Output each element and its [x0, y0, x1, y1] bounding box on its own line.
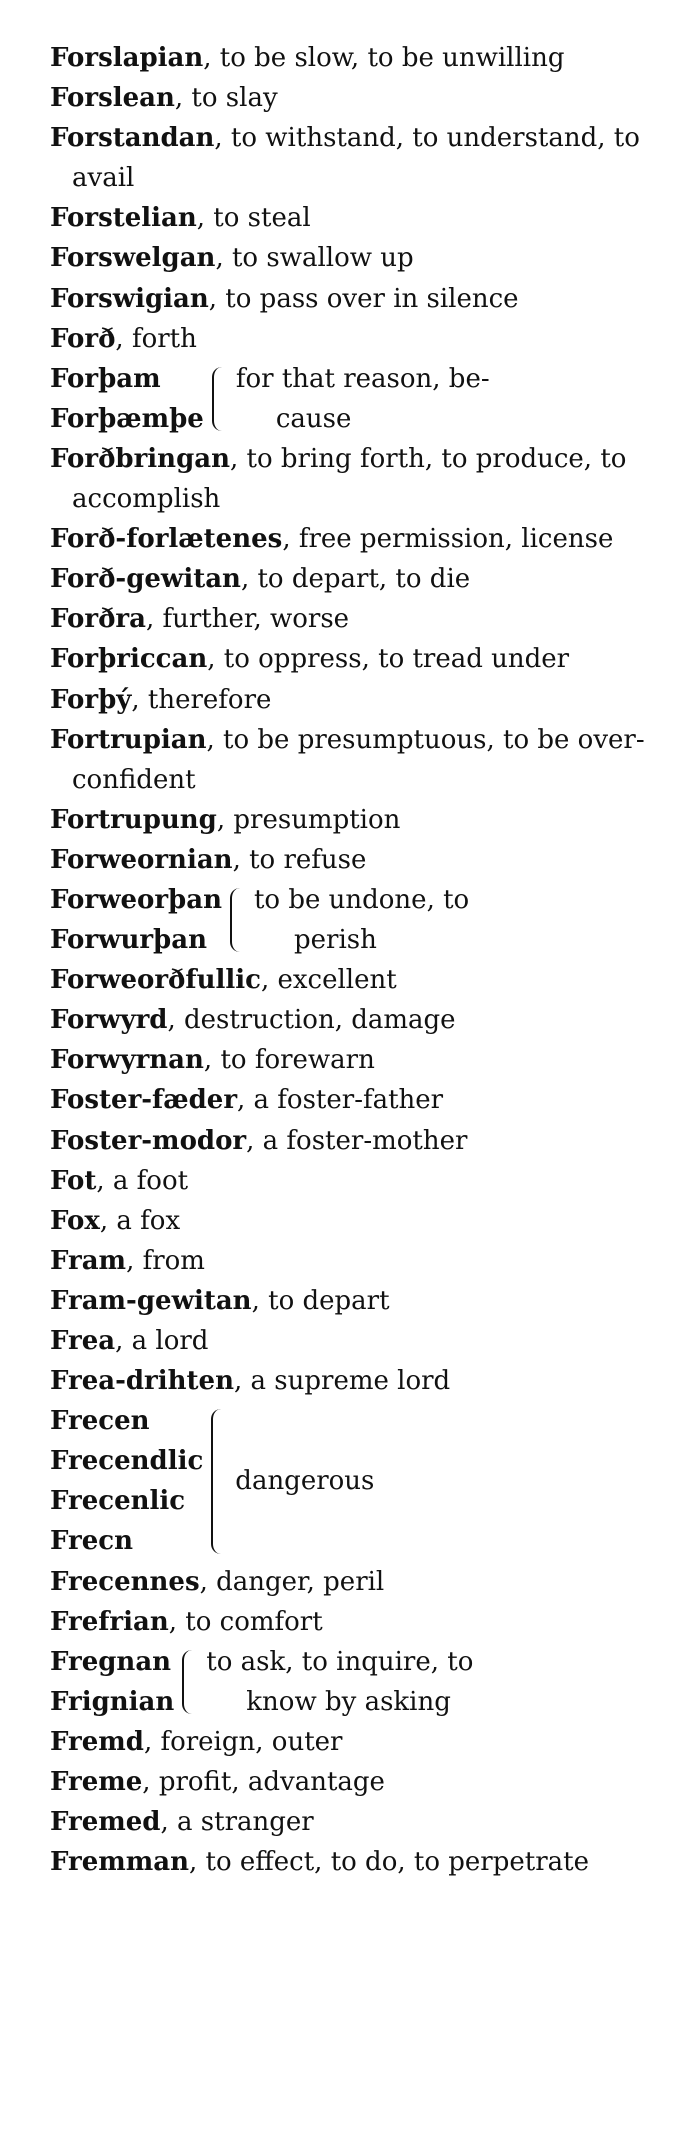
definition: , to slay	[174, 83, 278, 114]
entry	[50, 1000, 662, 1040]
definition: , to depart	[251, 1285, 390, 1316]
definition: , from	[126, 1245, 205, 1276]
headword: Forweorðfullic	[50, 965, 261, 996]
headword: Forð-forlætenes	[50, 524, 283, 555]
entry	[50, 680, 662, 720]
entry	[50, 1562, 662, 1602]
entry	[50, 800, 662, 840]
entry	[50, 1080, 662, 1120]
headword: Frea-drihten	[50, 1366, 234, 1397]
definition: , a lord	[115, 1326, 209, 1356]
entry	[50, 1241, 662, 1281]
entry	[50, 439, 662, 519]
definition: , a fox	[99, 1205, 181, 1236]
definition: to be undone, to	[253, 884, 470, 915]
headword: Forslapian	[50, 43, 204, 73]
entry	[50, 1722, 662, 1762]
entry	[50, 198, 662, 238]
definition: , to be presumptuous, to be over-confident	[72, 724, 645, 795]
entry	[50, 1762, 662, 1802]
entry	[50, 519, 662, 559]
definition: , to pass over in silence	[208, 283, 519, 314]
definition: , to be slow, to be unwilling	[203, 43, 565, 73]
headword: Forþriccan	[50, 644, 208, 675]
headword: Foster-modor	[50, 1125, 247, 1156]
entry	[50, 1602, 662, 1642]
entry	[50, 1842, 662, 1882]
definition: , excellent	[260, 965, 397, 996]
definition: to ask, to inquire, to	[206, 1646, 474, 1677]
headword: Fortrupian	[50, 724, 207, 755]
definition: , free permission, license	[282, 524, 614, 555]
headword: Forwyrd	[50, 1005, 168, 1036]
definition: , a foster-mother	[246, 1125, 468, 1156]
definition: , to refuse	[232, 844, 367, 875]
definition: , destruction, damage	[167, 1005, 456, 1036]
headword: Fot	[50, 1165, 97, 1196]
definition: dangerous	[235, 1466, 375, 1497]
entry	[50, 319, 662, 359]
grouped-entry	[50, 880, 662, 960]
headword: Foster-fæder	[50, 1085, 238, 1116]
definition: , foreign, outer	[143, 1726, 343, 1757]
entry	[50, 1121, 662, 1161]
headword: Forweorþan	[50, 884, 222, 915]
headword: Frignian	[50, 1686, 175, 1717]
headword: Frecn	[50, 1526, 133, 1557]
definition: perish	[293, 925, 377, 956]
headword: Forslean	[50, 83, 175, 114]
definition: , a foot	[96, 1165, 189, 1196]
headword: Frecen	[50, 1406, 150, 1437]
definition: , to comfort	[168, 1606, 323, 1637]
definition: , to withstand, to understand, to avail	[72, 123, 640, 194]
entry	[50, 38, 662, 78]
headword: Freme	[50, 1767, 143, 1798]
entry	[50, 639, 662, 679]
headword: Forþæmþe	[50, 403, 204, 434]
definition: , forth	[115, 323, 197, 354]
headword: Frefrian	[50, 1606, 169, 1637]
definition: know by asking	[246, 1686, 451, 1717]
entry	[50, 720, 662, 800]
headword: Frea	[50, 1326, 116, 1356]
entry	[50, 559, 662, 599]
entry	[50, 1361, 662, 1401]
entry	[50, 840, 662, 880]
definition: , presumption	[216, 804, 401, 835]
headword: Frecendlic	[50, 1446, 204, 1477]
headword: Fregnan	[50, 1646, 172, 1677]
entry	[50, 1321, 662, 1361]
headword: Fram-gewitan	[50, 1285, 252, 1316]
entry	[50, 238, 662, 278]
headword: Forþý	[50, 684, 132, 715]
headword: Forswigian	[50, 283, 209, 314]
grouped-entry	[50, 1642, 662, 1722]
entry	[50, 1802, 662, 1842]
entry	[50, 1040, 662, 1080]
headword: Forwyrnan	[50, 1045, 204, 1076]
entry	[50, 599, 662, 639]
headword: Fram	[50, 1245, 127, 1276]
definition: , danger, peril	[199, 1566, 385, 1597]
entry	[50, 118, 662, 198]
definition: , to steal	[196, 203, 311, 234]
definition: , to swallow up	[215, 243, 414, 274]
headword: Fremd	[50, 1726, 144, 1757]
headword: Forðra	[50, 604, 146, 635]
definition: , a supreme lord	[234, 1366, 451, 1397]
dictionary-page	[50, 38, 662, 1882]
brace	[212, 367, 226, 431]
definition: , to bring forth, to produce, to accomplish	[72, 443, 627, 515]
definition: , to depart, to die	[240, 564, 471, 595]
definition: , a foster-father	[237, 1085, 444, 1116]
headword: Fox	[50, 1205, 100, 1236]
entry	[50, 1281, 662, 1321]
headword: Frecenlic	[50, 1486, 186, 1517]
headword: Forstelian	[50, 203, 197, 234]
entry	[50, 1201, 662, 1241]
definition: , to forewarn	[203, 1045, 375, 1076]
grouped-entry	[50, 1401, 662, 1561]
headword: Forðbringan	[50, 443, 231, 474]
brace	[182, 1650, 196, 1714]
entry	[50, 279, 662, 319]
brace	[230, 888, 244, 952]
headword: Frecennes	[50, 1566, 200, 1597]
brace	[211, 1409, 225, 1553]
headword: Fremman	[50, 1847, 190, 1878]
grouped-entry	[50, 359, 662, 439]
definition: , to effect, to do, to perpetrate	[189, 1847, 589, 1878]
definition: cause	[275, 403, 352, 434]
definition: , further, worse	[145, 604, 350, 635]
headword: Forð-gewitan	[50, 564, 241, 595]
headword: Forwurþan	[50, 925, 207, 956]
headword: Forweornian	[50, 844, 233, 875]
entry	[50, 78, 662, 118]
definition: , a stranger	[160, 1807, 314, 1838]
definition: , therefore	[131, 684, 272, 715]
headword: Fortrupung	[50, 804, 217, 835]
headword: Fremed	[50, 1807, 161, 1838]
definition: , to oppress, to tread under	[207, 644, 570, 675]
definition: for that reason, be-	[235, 363, 490, 394]
headword: Forswelgan	[50, 243, 216, 274]
entry	[50, 1161, 662, 1201]
headword: Forð	[50, 323, 116, 354]
definition: , profit, advantage	[142, 1767, 385, 1798]
headword: Forþam	[50, 363, 161, 394]
headword: Forstandan	[50, 123, 215, 154]
entry	[50, 960, 662, 1000]
